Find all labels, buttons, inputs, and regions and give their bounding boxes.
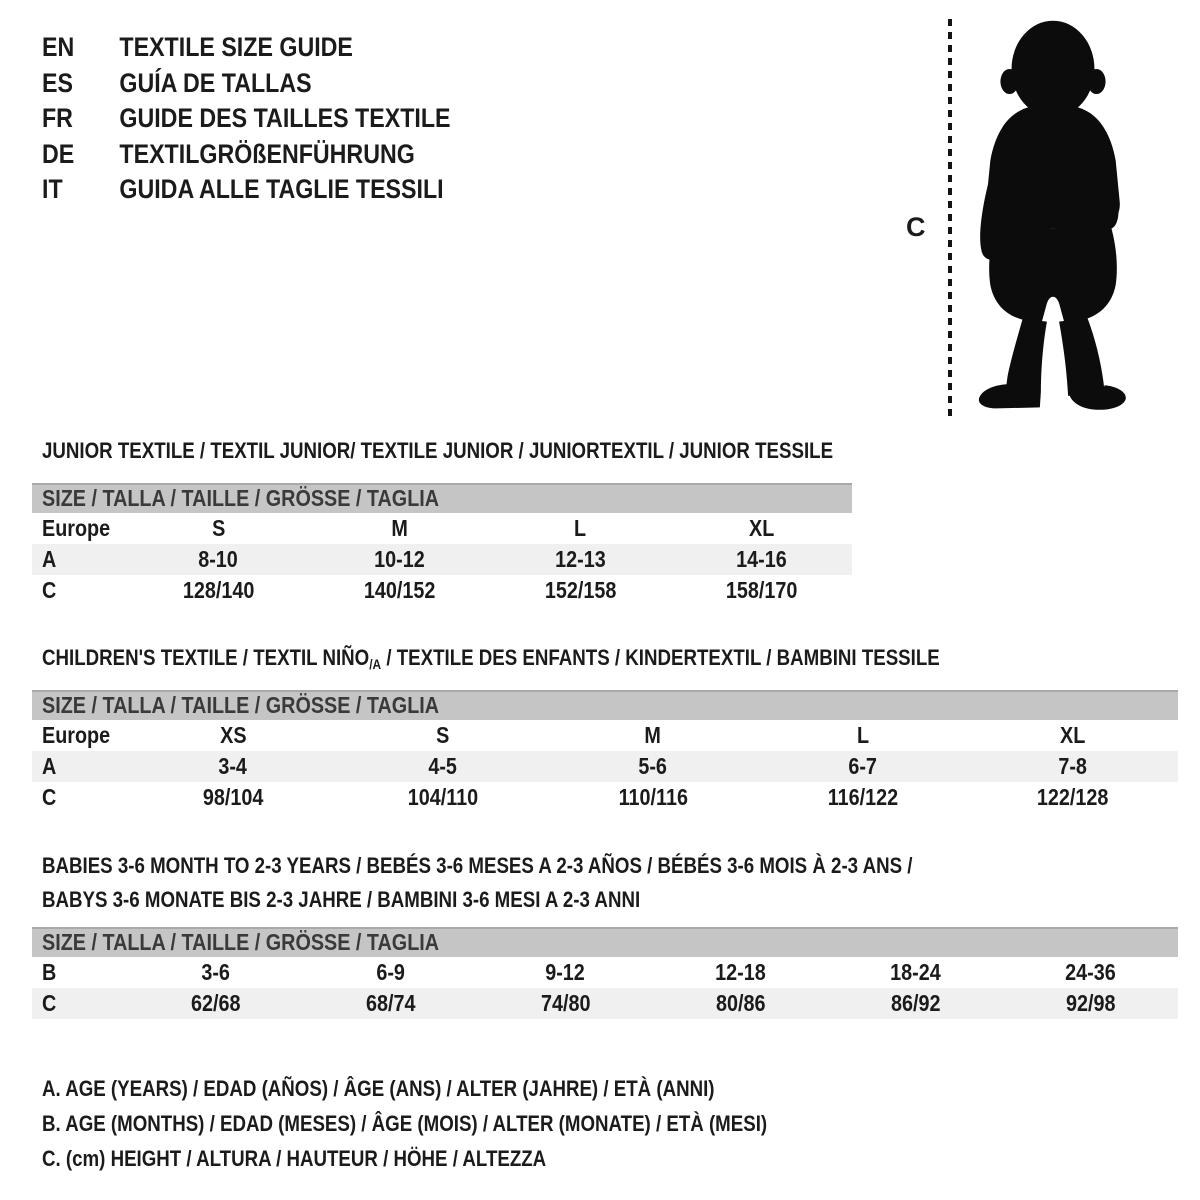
- table-cell: 122/128: [1037, 784, 1109, 810]
- children-section-heading: [42, 641, 940, 677]
- language-title-list: [42, 30, 517, 208]
- junior-size-header-bar: [32, 483, 852, 513]
- height-measure-label: C: [906, 212, 926, 242]
- junior-col-l: L: [574, 515, 587, 541]
- children-col-m: M: [644, 722, 662, 748]
- table-cell: 9-12: [545, 959, 586, 985]
- table-cell: 8-10: [198, 546, 239, 572]
- table-cell: 62/68: [190, 990, 241, 1016]
- language-row-fr: [42, 101, 451, 137]
- babies-row-age-months: [32, 957, 1178, 988]
- height-measure-dashed-line: [948, 19, 952, 416]
- table-cell: 128/140: [182, 577, 255, 603]
- table-cell: 4-5: [428, 753, 458, 779]
- toddler-silhouette-icon: [962, 14, 1144, 419]
- children-col-xl: XL: [1060, 722, 1086, 748]
- junior-section-heading: JUNIOR TEXTILE / TEXTIL JUNIOR/ TEXTILE JUNIOR / JUNIORTEXTIL / JUNIOR TESSILE: [42, 438, 834, 463]
- babies-heading-line1: BABIES 3-6 MONTH TO 2-3 YEARS / BEBÉS 3-6 MESES A 2-3 AÑOS / BÉBÉS 3-6 MOIS À 2-3 ANS /: [42, 853, 913, 878]
- guide-title-es: GUÍA DE TALLAS: [119, 67, 312, 98]
- language-row-es: [42, 66, 451, 102]
- babies-size-header-label: SIZE / TALLA / TAILLE / GRÖSSE / TAGLIA: [42, 928, 440, 955]
- babies-size-header-bar: [32, 927, 1178, 957]
- junior-col-m: M: [391, 515, 408, 541]
- table-cell: 3-6: [201, 959, 230, 985]
- table-cell: 12-13: [555, 546, 606, 572]
- table-cell: 74/80: [540, 990, 591, 1016]
- children-col-s: S: [436, 722, 450, 748]
- children-row-age-years: [32, 751, 1178, 782]
- row-label: B: [42, 959, 57, 985]
- row-label: C: [42, 990, 57, 1016]
- table-cell: 12-18: [715, 959, 766, 985]
- legend-line-age-months: B. AGE (MONTHS) / EDAD (MESES) / ÂGE (MOIS) / ALTER (MONATE) / ETÀ (MESI): [42, 1111, 768, 1136]
- children-row-height-cm: [32, 782, 1178, 813]
- language-code: FR: [42, 103, 73, 133]
- children-heading-prefix: CHILDREN'S TEXTILE / TEXTIL NIÑO: [42, 645, 370, 670]
- children-size-header-bar: [32, 690, 1178, 720]
- row-label: C: [42, 577, 57, 603]
- children-heading-subscript: /A: [369, 656, 382, 672]
- row-label: C: [42, 784, 57, 810]
- babies-section-heading: [42, 849, 912, 917]
- junior-col-s: S: [211, 515, 226, 541]
- guide-title-fr: GUIDE DES TAILLES TEXTILE: [119, 103, 451, 133]
- language-row-it: [42, 172, 451, 208]
- row-label: A: [42, 753, 57, 779]
- guide-title-de: TEXTILGRÖßENFÜHRUNG: [119, 138, 415, 169]
- table-cell: 104/110: [407, 784, 479, 810]
- table-cell: 158/170: [725, 577, 798, 603]
- children-col-l: L: [856, 722, 870, 748]
- table-cell: 80/86: [715, 990, 766, 1016]
- guide-title-en: TEXTILE SIZE GUIDE: [119, 32, 353, 62]
- babies-row-height-cm: [32, 988, 1178, 1019]
- table-cell: 98/104: [202, 784, 264, 810]
- junior-col-xl: XL: [748, 515, 775, 541]
- junior-size-header-label: SIZE / TALLA / TAILLE / GRÖSSE / TAGLIA: [42, 484, 440, 511]
- language-code: ES: [42, 67, 73, 98]
- children-heading-suffix: / TEXTILE DES ENFANTS / KINDERTEXTIL / BAMBINI TESSILE: [381, 645, 940, 670]
- junior-col-europe: Europe: [42, 515, 111, 541]
- language-code: EN: [42, 32, 75, 62]
- children-columns-row: [32, 720, 1178, 751]
- legend-line-height-cm: C. (cm) HEIGHT / ALTURA / HAUTEUR / HÖHE / ALTEZZA: [42, 1146, 547, 1171]
- table-cell: 140/152: [363, 577, 436, 603]
- language-code: IT: [42, 174, 63, 204]
- table-cell: 86/92: [890, 990, 941, 1016]
- children-col-europe: Europe: [42, 722, 111, 748]
- junior-row-age-years: [32, 544, 852, 575]
- table-cell: 10-12: [374, 546, 425, 572]
- language-row-en: [42, 30, 451, 66]
- table-cell: 5-6: [638, 753, 668, 779]
- table-cell: 7-8: [1058, 753, 1088, 779]
- children-col-xs: XS: [219, 722, 247, 748]
- babies-heading-line2: BABYS 3-6 MONATE BIS 2-3 JAHRE / BAMBINI 3-6 MESI A 2-3 ANNI: [42, 887, 641, 912]
- junior-columns-row: [32, 513, 852, 544]
- children-size-header-label: SIZE / TALLA / TAILLE / GRÖSSE / TAGLIA: [42, 691, 440, 718]
- guide-title-it: GUIDA ALLE TAGLIE TESSILI: [119, 174, 444, 204]
- language-code: DE: [42, 138, 75, 169]
- table-cell: 3-4: [218, 753, 248, 779]
- table-cell: 6-9: [376, 959, 405, 985]
- junior-row-height-cm: [32, 575, 852, 606]
- legend: [42, 1071, 895, 1176]
- language-row-de: [42, 137, 451, 173]
- table-cell: 152/158: [544, 577, 617, 603]
- table-cell: 24-36: [1065, 959, 1116, 985]
- table-cell: 14-16: [736, 546, 787, 572]
- table-cell: 6-7: [848, 753, 878, 779]
- table-cell: 68/74: [365, 990, 416, 1016]
- row-label: A: [42, 546, 57, 572]
- table-cell: 116/122: [827, 784, 899, 810]
- table-cell: 110/116: [618, 784, 688, 810]
- table-cell: 92/98: [1065, 990, 1116, 1016]
- legend-line-age-years: A. AGE (YEARS) / EDAD (AÑOS) / ÂGE (ANS) / ALTER (JAHRE) / ETÀ (ANNI): [42, 1076, 715, 1101]
- table-cell: 18-24: [890, 959, 941, 985]
